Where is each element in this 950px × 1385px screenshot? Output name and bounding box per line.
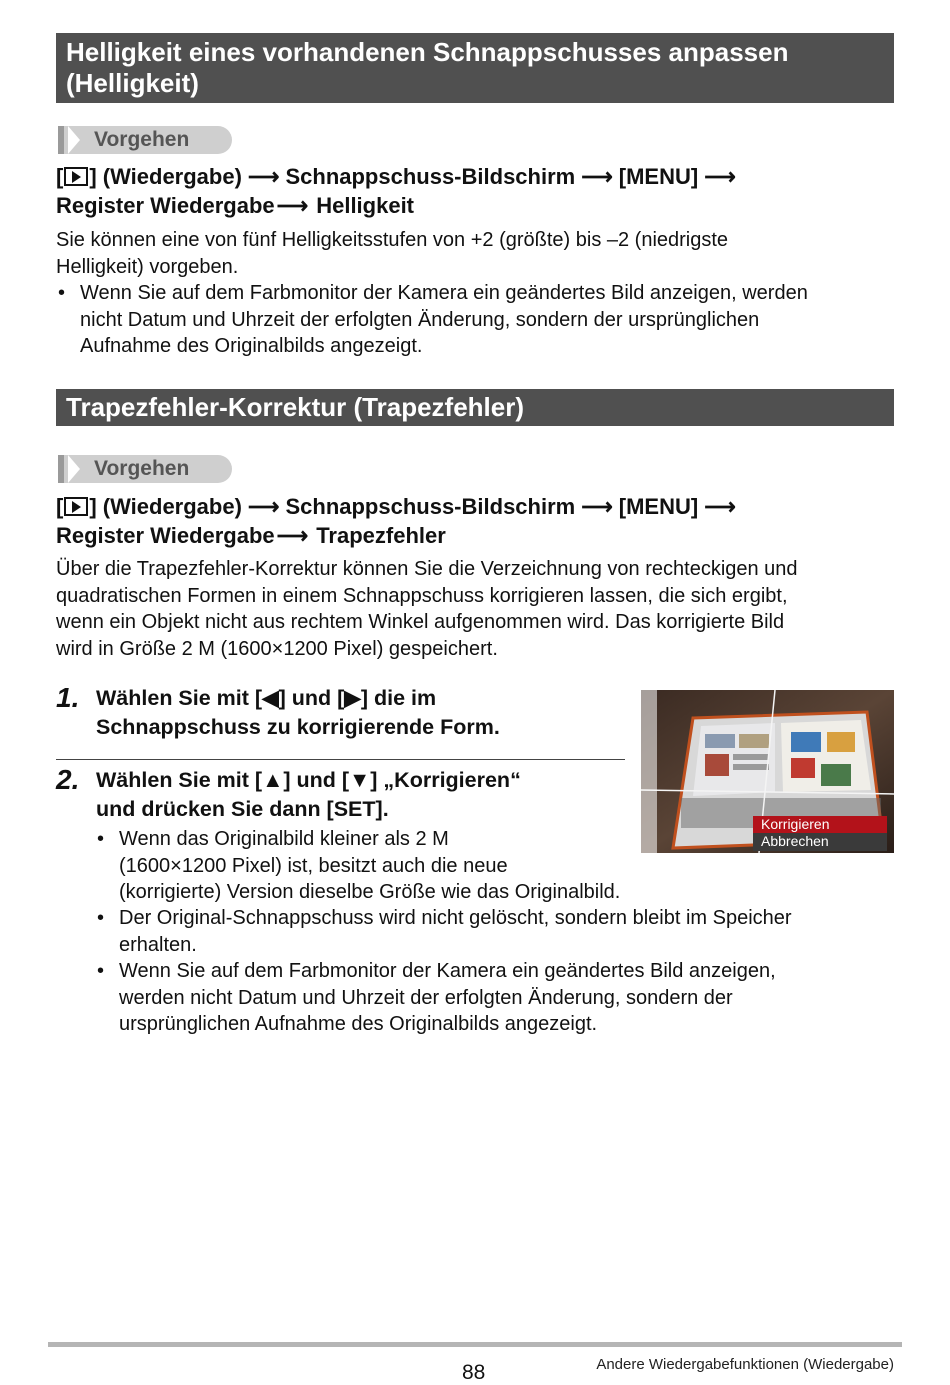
menu-path-line1: [ ] (Wiedergabe) ⟶ Schnappschuss-Bildschirm ⟶ [MENU] ⟶ [56, 164, 736, 189]
footer-rule [48, 1342, 902, 1347]
bullet-dot: • [97, 960, 105, 982]
arrow-right-icon: ⟶ [276, 193, 309, 218]
menu-path [56, 492, 742, 550]
step-2-note-original: • Der Original-Schnappschuss wird nicht gelöscht, sondern bleibt im Speicher erhalten. [97, 907, 792, 956]
menu-path-line2: Register Wiedergabe⟶ Helligkeit [56, 193, 415, 218]
menu-item-korrigieren[interactable]: Korrigieren [753, 816, 887, 833]
menu-path-line1: [ ] (Wiedergabe) ⟶ Schnappschuss-Bildschirm ⟶ [MENU] ⟶ [56, 494, 736, 519]
step-2-note-size: • Wenn das Originalbild kleiner als 2 M (1600×1200 Pixel) ist, besitzt auch die neue (korrigierte) Version dieselbe Größe wie das Originalbild. [97, 828, 621, 903]
procedure-label [58, 455, 232, 483]
step-1-text: Wählen Sie mit [◀] und [▶] die im Schnappschuss zu korrigierende Form. [96, 686, 500, 739]
arrow-right-icon: ⟶ [247, 164, 280, 189]
right-arrow-icon: ▶ [344, 686, 361, 710]
arrow-right-icon: ⟶ [276, 523, 309, 548]
bullet-dot: • [97, 828, 105, 850]
page-number: 88 [462, 1361, 486, 1384]
procedure-marker-triangle [68, 455, 80, 483]
playback-icon [64, 497, 88, 516]
brightness-note: • Wenn Sie auf dem Farbmonitor der Kamera ein geändertes Bild anzeigen, werden nicht Datum und Uhrzeit der erfolgten Änderung, sondern der ursprünglichen Aufnahme des Originalbilds angezeigt. [58, 282, 808, 357]
menu-item-abbrechen[interactable]: Abbrechen [753, 833, 887, 851]
step-number: 2. [56, 764, 80, 795]
section-heading-keystone [56, 389, 894, 426]
procedure-marker-bar [58, 455, 64, 483]
section-heading-brightness [56, 33, 894, 103]
menu-path [56, 162, 742, 220]
left-arrow-icon: ◀ [262, 686, 279, 710]
procedure-label-text: Vorgehen [94, 457, 190, 480]
procedure-marker-bar [58, 126, 64, 154]
arrow-right-icon: ⟶ [704, 494, 736, 519]
step-2-note-date: • Wenn Sie auf dem Farbmonitor der Kamera ein geändertes Bild anzeigen, werden nicht Datum und Uhrzeit der erfolgten Änderung, sondern der ursprünglichen Aufnahme des Originalbilds angezeigt. [97, 960, 776, 1035]
heading-line: Trapezfehler-Korrektur (Trapezfehler) [66, 392, 525, 422]
step-divider [56, 759, 625, 760]
arrow-right-icon: ⟶ [704, 164, 736, 189]
up-arrow-icon: ▲ [262, 768, 284, 792]
heading-line: Helligkeit eines vorhandenen Schnappschusses anpassen [66, 37, 789, 67]
procedure-label [58, 126, 232, 154]
heading-line: (Helligkeit) [66, 68, 199, 98]
camera-screen-image [641, 690, 894, 853]
step-2-text: Wählen Sie mit [▲] und [▼] „Korrigieren“ und drücken Sie dann [SET]. [96, 768, 521, 821]
procedure-label-text: Vorgehen [94, 128, 190, 151]
keystone-description: Über die Trapezfehler-Korrektur können Sie die Verzeichnung von rechteckigen und quadratischen Formen in einem Schnappschuss korrigieren lassen, die sich ergibt, wenn ein Objekt nicht aus rechtem Winkel aufgenommen wird. Das korrigierte Bild wird in Größe 2 M (1600×1200 Pixel) gespeichert. [56, 558, 798, 660]
procedure-marker-triangle [68, 126, 80, 154]
arrow-right-icon: ⟶ [247, 494, 280, 519]
step-number: 1. [56, 682, 80, 713]
down-arrow-icon: ▼ [349, 768, 371, 792]
arrow-right-icon: ⟶ [581, 164, 613, 189]
bullet-dot: • [58, 282, 66, 304]
menu-path-line2: Register Wiedergabe⟶ Trapezfehler [56, 523, 446, 548]
arrow-right-icon: ⟶ [581, 494, 613, 519]
brightness-description: Sie können eine von fünf Helligkeitsstufen von +2 (größte) bis –2 (niedrigste Helligkeit) vorgeben. [56, 229, 729, 278]
playback-icon [64, 167, 88, 186]
chapter-title: Andere Wiedergabefunktionen (Wiedergabe) [596, 1356, 894, 1373]
bullet-dot: • [97, 907, 105, 929]
